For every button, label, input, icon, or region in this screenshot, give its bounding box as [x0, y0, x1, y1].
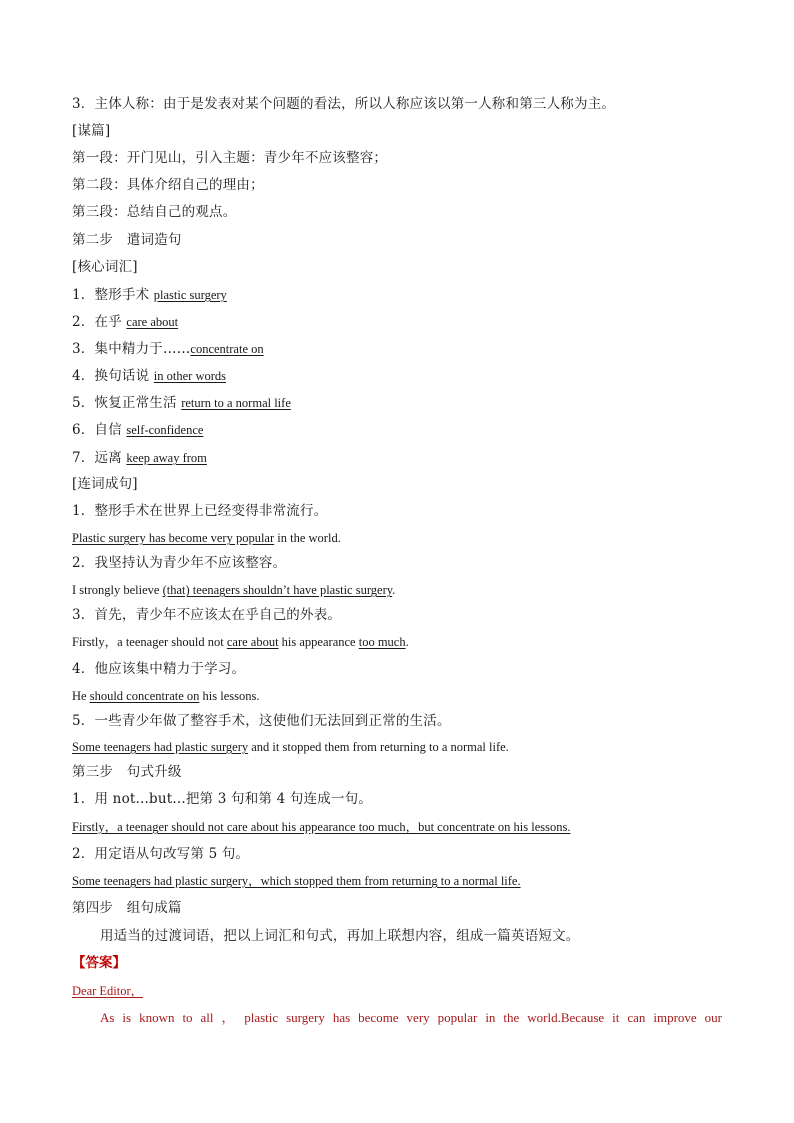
sentence-5-en — [72, 737, 724, 757]
vocab-en: in other words — [153, 369, 226, 383]
point-3-text: 3．主体人称：由于是发表对某个问题的看法，所以人称应该以第一人称和第三人称为主。 — [72, 96, 616, 112]
layout-heading: [谋篇] — [72, 123, 111, 139]
vocab-item — [72, 284, 724, 305]
sentence-4-cn: 4．他应该集中精力于学习。 — [72, 661, 246, 677]
vocab-heading: [核心词汇] — [72, 259, 138, 275]
sentence-2-end: . — [392, 583, 396, 597]
step-2-title: 第二步 遣词造句 — [72, 232, 182, 248]
sentence-2-en — [72, 580, 724, 600]
vocab-item — [72, 447, 724, 468]
sentence-4-answer: should concentrate on — [89, 689, 200, 703]
sentence-2-prefix: I strongly believe — [72, 583, 163, 597]
paragraph-3-plan: 第三段：总结自己的观点。 — [72, 204, 237, 220]
sentence-2-cn: 2．我坚持认为青少年不应该整容。 — [72, 555, 287, 571]
vocab-cn: 1．整形手术 — [72, 287, 154, 303]
sentence-3-prefix: Firstly，a teenager should not — [72, 635, 227, 649]
vocab-cn: 2．在乎 — [72, 314, 127, 330]
sentence-5-answer: Some teenagers had plastic surgery — [72, 740, 249, 754]
vocab-en: self-confidence — [126, 423, 204, 437]
vocab-item — [72, 419, 724, 440]
vocab-item — [72, 338, 724, 359]
sentence-4-en — [72, 686, 724, 706]
sentence-3-middle: his appearance — [278, 635, 359, 649]
step-3-title: 第三步 句式升级 — [72, 764, 182, 780]
sentence-5-cn: 5．一些青少年做了整容手术，这使他们无法回到正常的生活。 — [72, 713, 451, 729]
vocab-item — [72, 392, 724, 413]
sentence-1-answer: Plastic surgery has become very popular — [72, 531, 275, 545]
letter-greeting: Dear Editor， — [72, 984, 144, 998]
vocab-en: concentrate on — [190, 342, 264, 356]
answer-tag: 【答案】 — [72, 955, 126, 971]
sentence-1-rest: in the world. — [274, 531, 341, 545]
step-3-question-1: 1．用 not...but...把第 3 句和第 4 句连成一句。 — [72, 791, 373, 807]
sentence-heading: [连词成句] — [72, 476, 138, 492]
sentence-3-cn: 3．首先，青少年不应该太在乎自己的外表。 — [72, 607, 342, 623]
vocab-cn: 5．恢复正常生活 — [72, 395, 182, 411]
vocab-item — [72, 365, 724, 386]
vocab-cn: 6．自信 — [72, 422, 127, 438]
vocab-en: keep away from — [126, 451, 207, 465]
vocab-en: care about — [126, 315, 179, 329]
step-3-question-2: 2．用定语从句改写第 5 句。 — [72, 846, 250, 862]
letter-body-line-1: As is known to all ， plastic surgery has become very popular in the world.Because it can improve our — [100, 1010, 722, 1025]
sentence-3-answer-2: too much — [358, 635, 406, 649]
sentence-4-prefix: He — [72, 689, 90, 703]
step-4-instruction: 用适当的过渡词语，把以上词汇和句式，再加上联想内容，组成一篇英语短文。 — [100, 928, 580, 944]
sentence-1-cn: 1．整形手术在世界上已经变得非常流行。 — [72, 503, 328, 519]
sentence-4-rest: his lessons. — [199, 689, 260, 703]
sentence-5-rest: and it stopped them from returning to a normal life. — [248, 740, 509, 754]
sentence-2-answer: (that) teenagers shouldn’t have plastic surgery — [162, 583, 393, 597]
step-3-answer-2: Some teenagers had plastic surgery，which stopped them from returning to a normal life. — [72, 874, 521, 888]
paragraph-2-plan: 第二段：具体介绍自己的理由； — [72, 177, 264, 193]
step-3-answer-1: Firstly，a teenager should not care about his appearance too much，but concentrate on his lessons. — [72, 820, 571, 834]
sentence-1-en — [72, 528, 724, 548]
sentence-3-end: . — [405, 635, 409, 649]
sentence-3-answer-1: care about — [226, 635, 279, 649]
vocab-en: return to a normal life — [181, 396, 291, 410]
vocab-cn: 7．远离 — [72, 450, 127, 466]
step-4-title: 第四步 组句成篇 — [72, 900, 182, 916]
vocab-cn: 4．换句话说 — [72, 368, 154, 384]
vocab-en: plastic surgery — [153, 288, 227, 302]
vocab-item — [72, 311, 724, 332]
sentence-3-en — [72, 632, 724, 652]
paragraph-1-plan: 第一段：开门见山，引入主题：青少年不应该整容； — [72, 150, 388, 166]
vocab-cn: 3．集中精力于…… — [72, 341, 191, 357]
